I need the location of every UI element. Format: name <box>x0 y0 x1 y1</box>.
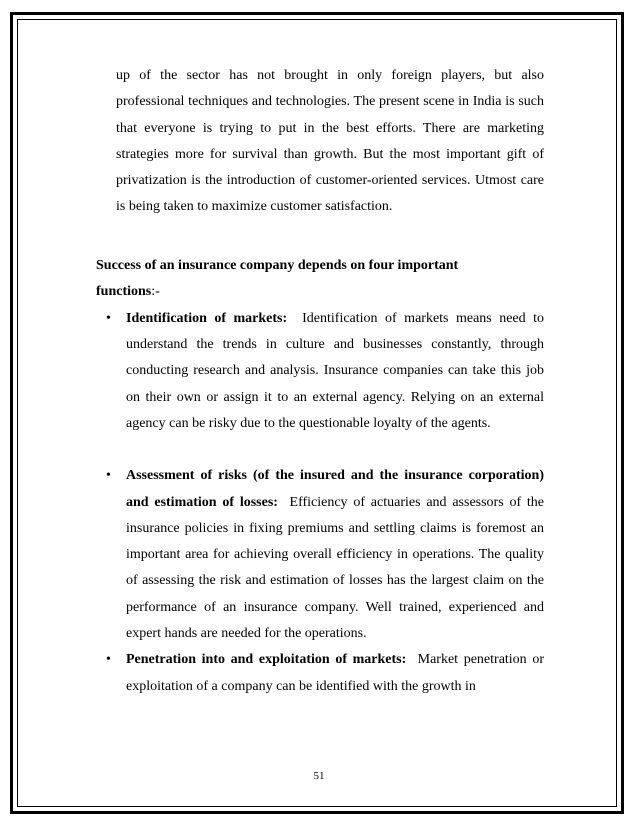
list-item <box>96 463 544 647</box>
bullet-icon: • <box>106 310 111 326</box>
heading-line: Success of an insurance company depends on four important <box>96 257 459 273</box>
function-term: Penetration into and exploitation of markets: <box>126 652 407 668</box>
bullet-icon: • <box>106 468 111 484</box>
intro-paragraph: up of the sector has not brought in only foreign players, but also professional techniques and technologies. The present scene in India is such that everyone is trying to put in the best efforts. There are marketing strategies more for survival than growth. But the most important gift of privatization is the introduction of customer-oriented services. Utmost care is being taken to maximize customer satisfaction. <box>116 68 544 215</box>
function-text: Market penetration or exploitation of a company can be identified with the growth in <box>126 652 545 694</box>
function-term: Assessment of risks (of the insured and the insurance corporation) and estimation of losses: <box>126 468 544 510</box>
section-heading <box>96 253 544 306</box>
functions-list <box>96 306 544 700</box>
page-number: 51 <box>313 770 325 782</box>
list-item <box>96 647 544 700</box>
function-term: Identification of markets: <box>126 310 288 326</box>
list-item <box>96 306 544 437</box>
heading-tail: functions <box>96 284 152 300</box>
bullet-icon: • <box>106 652 111 668</box>
list-spacer <box>96 437 544 463</box>
function-text: Identification of markets means need to understand the trends in culture and businesses constantly, through conducting research and analysis. Insurance companies can take this job on their own or assign it to an external agency. Relying on an external agency can be risky due to the questionable loyalty of the agents. <box>126 310 545 431</box>
heading-colon: :- <box>151 284 160 300</box>
function-text: Efficiency of actuaries and assessors of the insurance policies in fixing premiums and settling claims is foremost an important area for achieving overall efficiency in operations. The quality of assessing the risk and estimation of losses has the largest claim on the performance of an insurance company. Well trained, experienced and expert hands are needed for the operations. <box>126 494 545 642</box>
page-content <box>96 63 544 700</box>
